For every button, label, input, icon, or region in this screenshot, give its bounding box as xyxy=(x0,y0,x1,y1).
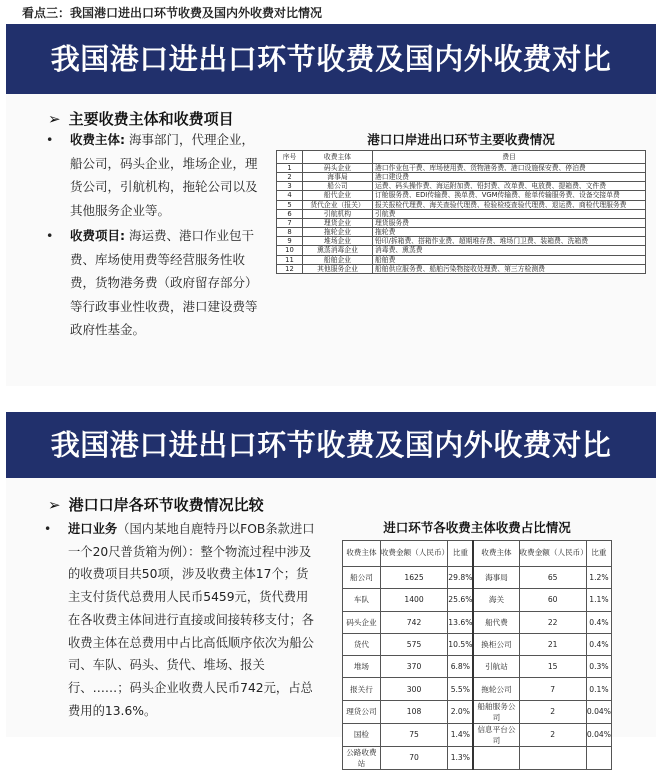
table-cell: 8 xyxy=(277,228,303,237)
table-cell: 13.6% xyxy=(448,611,474,633)
section-heading xyxy=(48,108,234,129)
slide-charge-comparison xyxy=(6,412,656,768)
table-row xyxy=(343,700,612,723)
table-row xyxy=(343,611,612,633)
table-cell: 6 xyxy=(277,209,303,218)
table-cell: 铅印/拆箱费、搭箱作业费、超期堆存费、堆场门卫费、装箱费、洗箱费 xyxy=(373,237,646,246)
table-cell: 12 xyxy=(277,264,303,273)
top-caption: 看点三：我国港口进出口环节收费及国内外收费对比情况 xyxy=(22,6,323,20)
table-title: 港口口岸进出口环节主要收费情况 xyxy=(367,132,555,147)
bullet-text: 海运费、港口作业包干费、库场使用费等经营服务性收费，货物港务费（政府留存部分）等行政事业性收费，港口建设费等政府性基金。 xyxy=(70,228,258,337)
table-cell: 海关 xyxy=(473,589,519,611)
table-cell: 理货服务费 xyxy=(373,218,646,227)
table-row xyxy=(343,678,612,700)
table-cell: 国检 xyxy=(343,723,381,746)
table-cell: 船舶服务公司 xyxy=(473,700,519,723)
table-row xyxy=(343,633,612,655)
table-header: 比重 xyxy=(448,541,474,567)
table-cell: 船舶供应服务费、船舶污染物接收处理费、第三方检测费 xyxy=(373,264,646,273)
arrow-bullet-icon: ➢ xyxy=(48,110,61,128)
table-cell: 货代企业（报关） xyxy=(303,200,373,209)
table-cell: 货代 xyxy=(343,633,381,655)
table-cell: 2 xyxy=(519,700,586,723)
table-header: 比重 xyxy=(586,541,611,567)
table-cell: 300 xyxy=(380,678,447,700)
table-cell: 3 xyxy=(277,182,303,191)
table-cell: 1.2% xyxy=(586,567,611,589)
table-cell: 0.4% xyxy=(586,633,611,655)
bullet-text: （国内某地自鹿特丹以FOB条款进口一个20尺普货箱为例）：整个物流过程中涉及的收费项目共50项，涉及收费主体17个；货主支付货代总费用人民币5459元，货代费用在各收费主体间进行直接或间接转移支付；各收费主体在总费用中占比高低顺序依次为船公司、车队、码头、货代、堆场、报关行、……；码头企业收费人民币742元，占总费用的13.6%。 xyxy=(68,522,315,718)
section-heading-text: 主要收费主体和收费项目 xyxy=(68,110,234,128)
table-title: 进口环节各收费主体收费占比情况 xyxy=(383,520,571,535)
table-cell: 5.5% xyxy=(448,678,474,700)
table-cell: 堆场企业 xyxy=(303,237,373,246)
bullet-text: 海事部门，代理企业，船公司，码头企业，堆场企业，理货公司，引航机构，拖轮公司以及其他服务企业等。 xyxy=(70,132,258,218)
table-cell: 1.4% xyxy=(448,723,474,746)
table-row xyxy=(343,723,612,746)
table-cell: 信息平台公司 xyxy=(473,723,519,746)
section-heading-text: 港口口岸各环节收费情况比较 xyxy=(68,496,264,514)
table-cell: 1625 xyxy=(380,567,447,589)
table-cell xyxy=(586,746,611,769)
table-cell: 船代费 xyxy=(473,611,519,633)
bullet-import-business xyxy=(44,518,318,722)
table-cell: 船舶费 xyxy=(373,255,646,264)
table-header: 收费主体 xyxy=(473,541,519,567)
table-cell: 拖轮企业 xyxy=(303,228,373,237)
table-cell: 0.3% xyxy=(586,656,611,678)
table-header: 费目 xyxy=(373,151,646,164)
bullet-label: 进口业务 xyxy=(68,522,118,536)
table-cell: 2.0% xyxy=(448,700,474,723)
table-header: 序号 xyxy=(277,151,303,164)
table-cell: 0.4% xyxy=(586,611,611,633)
table-cell: 575 xyxy=(380,633,447,655)
table-cell: 车队 xyxy=(343,589,381,611)
slide-banner: 我国港口进出口环节收费及国内外收费对比 xyxy=(6,24,656,94)
table-row xyxy=(343,589,612,611)
table-cell: 7 xyxy=(277,218,303,227)
table-row xyxy=(277,255,646,264)
table-cell: 9 xyxy=(277,237,303,246)
table-cell: 2 xyxy=(277,173,303,182)
table-cell: 75 xyxy=(380,723,447,746)
table-row xyxy=(277,200,646,209)
table-cell: 60 xyxy=(519,589,586,611)
table-cell: 船舶企业 xyxy=(303,255,373,264)
table-cell: 1400 xyxy=(380,589,447,611)
table-cell: 港口作业包干费、库场使用费、货物港务费、港口设施保安费、停泊费 xyxy=(373,164,646,173)
table-row xyxy=(277,246,646,255)
table-cell: 熏蒸消毒企业 xyxy=(303,246,373,255)
table-cell: 25.6% xyxy=(448,589,474,611)
table-cell xyxy=(519,746,586,769)
bullet-charging-items xyxy=(46,224,260,342)
arrow-bullet-icon: ➢ xyxy=(48,496,61,514)
table-cell: 370 xyxy=(380,656,447,678)
table-cell: 码头企业 xyxy=(343,611,381,633)
table-cell: 报关报检代理费、海关查验代理费、检验检疫查验代理费、退运费、商检代理服务费 xyxy=(373,200,646,209)
bullet-label: 收费项目: xyxy=(70,228,125,243)
table-row xyxy=(277,164,646,173)
table-cell: 742 xyxy=(380,611,447,633)
table-header: 收费金额（人民币） xyxy=(519,541,586,567)
charge-share-table xyxy=(342,540,612,770)
table-row xyxy=(277,209,646,218)
table-row xyxy=(277,237,646,246)
table-cell: 1.3% xyxy=(448,746,474,769)
table-cell: 1 xyxy=(277,164,303,173)
table-cell: 5 xyxy=(277,200,303,209)
table-cell: 海事局 xyxy=(473,567,519,589)
table-cell: 21 xyxy=(519,633,586,655)
bullet-dot-icon: • xyxy=(46,228,54,243)
table-row xyxy=(277,182,646,191)
bullet-charging-entities xyxy=(46,128,260,222)
table-cell: 运费、码头操作费、海运附加费、铅封费、改单费、电放费、提箱费、文件费 xyxy=(373,182,646,191)
table-cell: 22 xyxy=(519,611,586,633)
table-cell: 港口建设费 xyxy=(373,173,646,182)
table-cell: 0.04% xyxy=(586,723,611,746)
table-row xyxy=(277,191,646,200)
table-header: 收费主体 xyxy=(303,151,373,164)
table-cell: 引航站 xyxy=(473,656,519,678)
table-cell: 引航费 xyxy=(373,209,646,218)
table-cell: 11 xyxy=(277,255,303,264)
table-cell: 7 xyxy=(519,678,586,700)
main-charges-table xyxy=(276,150,646,274)
table-cell: 报关行 xyxy=(343,678,381,700)
table-cell: 其他服务企业 xyxy=(303,264,373,273)
bullet-dot-icon: • xyxy=(46,132,54,147)
table-row xyxy=(277,264,646,273)
table-row xyxy=(343,567,612,589)
table-cell: 10 xyxy=(277,246,303,255)
table-cell: 108 xyxy=(380,700,447,723)
table-cell: 10.5% xyxy=(448,633,474,655)
slide-charging-items xyxy=(6,24,656,386)
table-cell: 理货企业 xyxy=(303,218,373,227)
table-cell: 船代企业 xyxy=(303,191,373,200)
table-cell: 堆场 xyxy=(343,656,381,678)
table-cell: 引航机构 xyxy=(303,209,373,218)
table-cell: 65 xyxy=(519,567,586,589)
table-cell: 6.8% xyxy=(448,656,474,678)
table-cell: 15 xyxy=(519,656,586,678)
table-row xyxy=(343,656,612,678)
table-cell: 29.8% xyxy=(448,567,474,589)
table-cell: 船公司 xyxy=(343,567,381,589)
table-cell: 0.1% xyxy=(586,678,611,700)
slide-banner: 我国港口进出口环节收费及国内外收费对比 xyxy=(6,412,656,478)
bullet-label: 收费主体: xyxy=(70,132,125,147)
table-cell: 70 xyxy=(380,746,447,769)
table-cell: 4 xyxy=(277,191,303,200)
table-cell: 码头企业 xyxy=(303,164,373,173)
table-cell: 公路收费站 xyxy=(343,746,381,769)
table-header: 收费主体 xyxy=(343,541,381,567)
table-cell: 换柜公司 xyxy=(473,633,519,655)
table-header: 收费金额（人民币） xyxy=(380,541,447,567)
table-cell: 拖轮费 xyxy=(373,228,646,237)
table-row xyxy=(277,228,646,237)
table-cell: 船公司 xyxy=(303,182,373,191)
table-cell: 订舱服务费、EDI传输费、换单费、VGM传输费、舱单传输服务费、设备交接单费 xyxy=(373,191,646,200)
table-cell: 1.1% xyxy=(586,589,611,611)
table-row xyxy=(277,218,646,227)
table-cell: 0.04% xyxy=(586,700,611,723)
bullet-dot-icon: • xyxy=(44,522,52,536)
table-cell: 消毒费、熏蒸费 xyxy=(373,246,646,255)
table-row xyxy=(343,746,612,769)
table-cell: 海事局 xyxy=(303,173,373,182)
table-cell xyxy=(473,746,519,769)
table-cell: 拖轮公司 xyxy=(473,678,519,700)
table-cell: 2 xyxy=(519,723,586,746)
table-row xyxy=(277,173,646,182)
table-cell: 理货公司 xyxy=(343,700,381,723)
section-heading xyxy=(48,494,264,515)
